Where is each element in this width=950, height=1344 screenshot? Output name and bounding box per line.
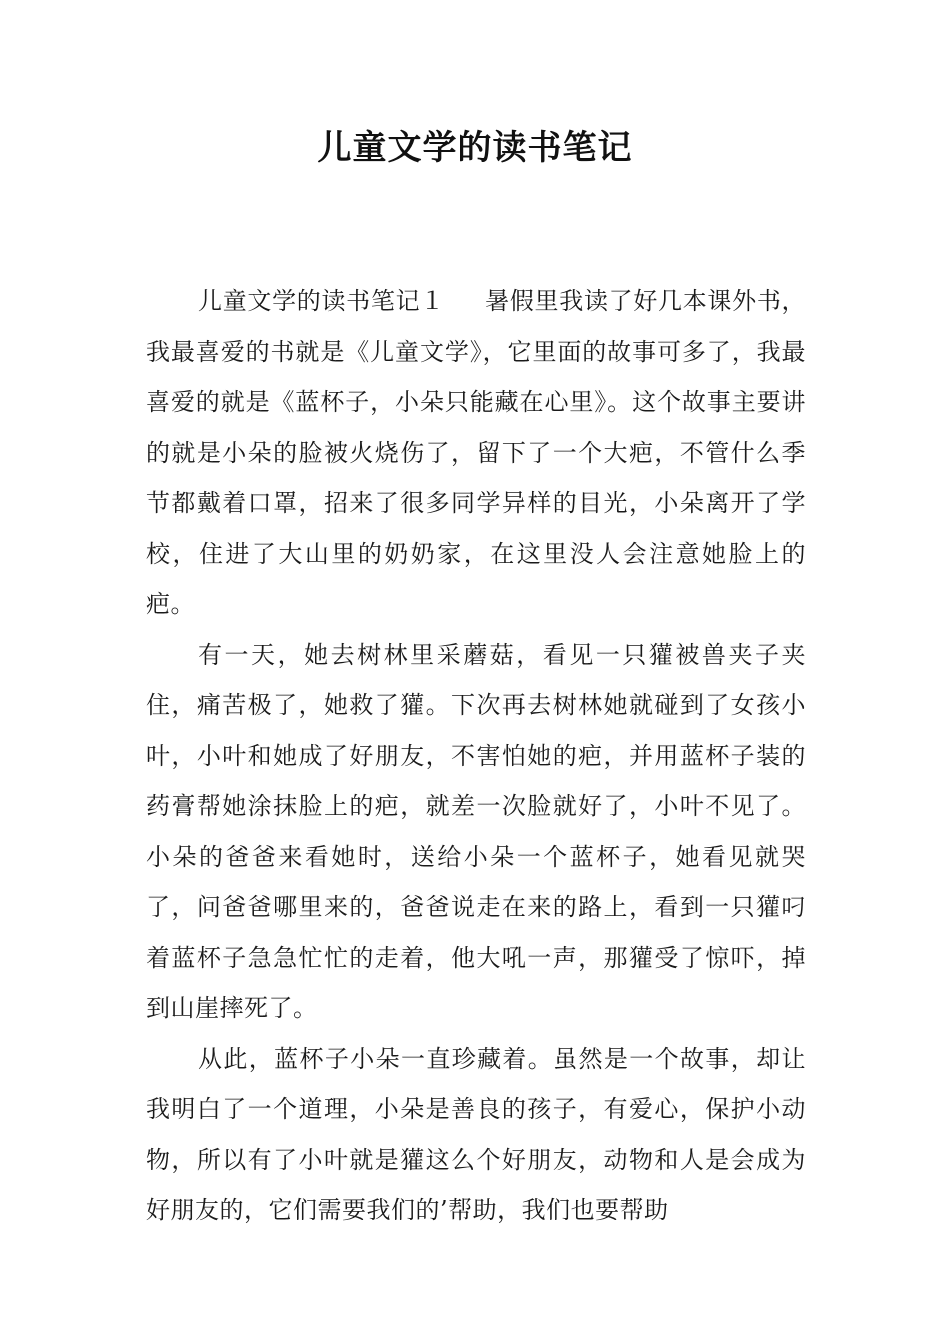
document-body [146,276,806,1236]
paragraph-3: 从此，蓝杯子小朵一直珍藏着。虽然是一个故事，却让我明白了一个道理，小朵是善良的孩子，有爱心，保护小动物，所以有了小叶就是獾这么个好朋友，动物和人是会成为好朋友的，它们需要我们的’帮助，我们也要帮助 [146,1044,806,1224]
document-title: 儿童文学的读书笔记 [317,128,633,168]
paragraph-1 [146,276,806,630]
paragraph-2: 有一天，她去树林里采蘑菇，看见一只獾被兽夹子夹住，痛苦极了，她救了獾。下次再去树林她就碰到了女孩小叶，小叶和她成了好朋友，不害怕她的疤，并用蓝杯子装的药膏帮她涂抹脸上的疤，就差一次脸就好了，小叶不见了。小朵的爸爸来看她时，送给小朵一个蓝杯子，她看见就哭了，问爸爸哪里来的，爸爸说走在来的路上，看到一只獾叼着蓝杯子急急忙忙的走着，他大吼一声，那獾受了惊吓，掉到山崖摔死了。 [146,640,806,1022]
paragraph-1-text: 暑假里我读了好几本课外书，我最喜爱的书就是《儿童文学》，它里面的故事可多了，我最喜爱的就是《蓝杯子，小朵只能藏在心里》。这个故事主要讲的就是小朵的脸被火烧伤了，留下了一个大疤，不管什么季节都戴着口罩，招来了很多同学异样的目光，小朵离开了学校，住进了大山里的奶奶家，在这里没人会注意她脸上的疤。 [146,287,807,618]
paragraph-1-heading: 儿童文学的读书笔记１ [198,287,445,315]
